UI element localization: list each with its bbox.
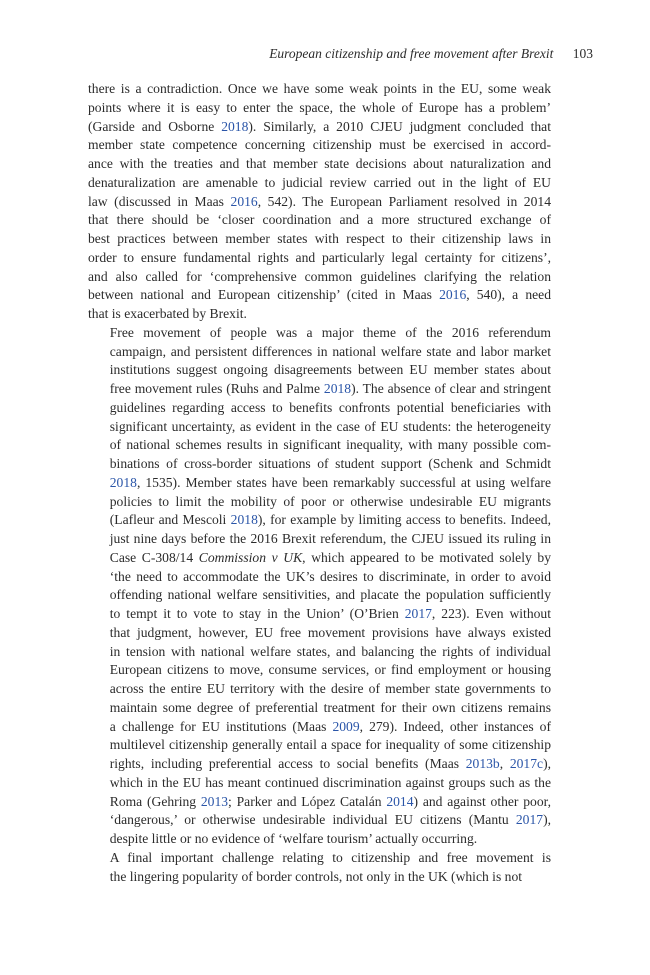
- text-line: [88, 643, 551, 662]
- text-run: , 542). The European Parliament resolved in 2014: [257, 193, 551, 209]
- text-line: [88, 399, 551, 418]
- text-run: ). The absence of clear and stringent: [351, 381, 551, 396]
- text-line: [88, 586, 551, 605]
- text-line: [88, 830, 551, 849]
- text-run: institutions suggest ongoing disagreements between EU member states about: [109, 362, 551, 378]
- text-line: [88, 793, 551, 812]
- text-line: [88, 661, 551, 680]
- text-run: ),: [543, 812, 551, 828]
- citation-link[interactable]: 2018: [109, 474, 137, 490]
- text-line: [88, 193, 551, 212]
- text-run: just nine days before the 2016 Brexit referendum, the CJEU issued its ruling in: [109, 531, 551, 546]
- text-run: that there should be ‘closer coordination and a more structured exchange of: [88, 212, 551, 228]
- text-run: and also called for ‘comprehensive common guidelines clarifying the relation: [88, 268, 551, 284]
- text-run: multilevel citizenship generally entail a space for inequality of some citizenship: [109, 737, 551, 753]
- text-line: [88, 80, 551, 99]
- text-run: in tension with national welfare states, and balancing the rights of individual: [109, 643, 551, 659]
- citation-link[interactable]: 2016: [230, 193, 258, 209]
- text-run: ‘dangerous,’ or otherwise undesirable individual EU citizens (Mantu: [109, 812, 516, 828]
- text-run: that is exacerbated by Brexit.: [88, 306, 247, 321]
- paragraph: [88, 849, 551, 887]
- text-line: [88, 849, 551, 868]
- text-run: despite little or no evidence of ‘welfare tourism’ actually occurring.: [109, 831, 478, 846]
- text-run: ‘the need to accommodate the UK’s desires to discriminate, in order to avoid: [109, 568, 551, 584]
- text-run: maintain some degree of preferential treatment for their own citizens remains: [109, 699, 551, 715]
- text-line: [88, 418, 551, 437]
- text-line: [88, 249, 551, 268]
- text-line: [88, 136, 551, 155]
- citation-link[interactable]: 2018: [230, 512, 258, 528]
- text-line: [88, 774, 551, 793]
- citation-link[interactable]: 2009: [332, 718, 360, 734]
- text-line: [88, 736, 551, 755]
- text-run: , 279). Indeed, other instances of: [359, 718, 551, 734]
- citation-link[interactable]: 2018: [221, 118, 249, 134]
- text-run: A final important challenge relating to citizenship and free movement is: [109, 849, 551, 865]
- text-run: ), for example by limiting access to benefits. Indeed,: [257, 512, 551, 528]
- text-line: [88, 361, 551, 380]
- citation-link[interactable]: 2016: [439, 287, 467, 303]
- text-line: [88, 174, 551, 193]
- text-line: [88, 436, 551, 455]
- text-line: [88, 680, 551, 699]
- text-run: between national and European citizenship’ (cited in Maas: [88, 287, 440, 303]
- text-run: order to ensure fundamental rights and particularly legal certainty for citizens’,: [88, 249, 551, 265]
- text-run: the lingering popularity of border controls, not only in the UK (which is not: [109, 868, 523, 884]
- text-run: campaign, and persistent differences in national welfare state and labor market: [109, 343, 551, 359]
- text-line: [88, 230, 551, 249]
- text-line: [88, 455, 551, 474]
- text-run: to tempt it to vote to stay in the Union’ (O’Brien: [109, 606, 405, 621]
- text-line: [88, 474, 551, 493]
- citation-link[interactable]: 2013b: [465, 756, 500, 771]
- text-line: [88, 718, 551, 737]
- text-run: offending national welfare sensitivities, and placate the population sufficiently: [109, 587, 551, 603]
- text-line: [88, 99, 551, 118]
- text-line: [88, 286, 551, 305]
- text-line: [88, 118, 551, 137]
- text-run: European citizens to move, consume services, or find employment or housing: [109, 662, 551, 678]
- text-line: [88, 268, 551, 287]
- text-run: ) and against other poor,: [413, 793, 551, 809]
- text-line: [88, 868, 551, 887]
- paragraph: [88, 80, 551, 324]
- text-line: [88, 211, 551, 230]
- text-line: [88, 530, 551, 549]
- text-run: rights, including preferential access to social benefits (Maas: [109, 756, 466, 771]
- text-line: [88, 155, 551, 174]
- text-line: [88, 380, 551, 399]
- text-run: Free movement of people was a major theme of the 2016 referendum: [109, 324, 551, 340]
- text-run: of national schemes results in significant inequality, with many possible com-: [109, 437, 551, 453]
- text-line: [88, 568, 551, 587]
- text-run: ance with the treaties and that member state decisions about naturalization and: [88, 156, 551, 171]
- text-line: [88, 624, 551, 643]
- text-run: across the entire EU territory with the desire of member state governments to: [109, 681, 551, 696]
- citation-link[interactable]: 2017: [515, 812, 544, 828]
- text-run: ,: [499, 756, 510, 771]
- text-run: ; Parker and López Catalán: [228, 793, 387, 809]
- text-run: there is a contradiction. Once we have some weak points in the EU, some weak: [88, 81, 551, 96]
- running-header: [269, 45, 593, 63]
- text-run: a challenge for EU institutions (Maas: [109, 718, 333, 734]
- text-run: ),: [543, 756, 551, 771]
- citation-link[interactable]: 2014: [386, 793, 414, 809]
- text-run: that judgment, however, EU free movement provisions have always existed: [109, 624, 551, 640]
- text-run: guidelines regarding access to benefits confronts potential beneficiaries with: [109, 399, 551, 415]
- text-line: [88, 605, 551, 624]
- citation-link[interactable]: 2018: [323, 381, 352, 396]
- text-line: [88, 493, 551, 512]
- case-name: Commission v UK: [198, 549, 303, 565]
- text-run: which in the EU has meant continued discrimination against groups such as the: [109, 774, 551, 790]
- text-line: [88, 755, 551, 774]
- text-run: denaturalization are amenable to judicial review carried out in the light of EU: [88, 174, 551, 190]
- text-run: ). Similarly, a 2010 CJEU judgment concluded that: [248, 118, 551, 134]
- text-run: (Lafleur and Mescoli: [109, 512, 231, 528]
- text-run: , 1535). Member states have been remarkably successful at using welfare: [136, 474, 551, 490]
- paragraph: [88, 324, 551, 849]
- text-run: law (discussed in Maas: [88, 193, 231, 209]
- text-run: , which appeared to be motivated solely by: [302, 549, 552, 565]
- text-run: member state competence concerning citizenship must be exercised in accord-: [88, 137, 551, 153]
- text-line: [88, 324, 551, 343]
- text-line: [88, 511, 551, 530]
- running-title: European citizenship and free movement after Brexit: [269, 46, 554, 61]
- citation-link[interactable]: 2017: [404, 606, 432, 621]
- citation-link[interactable]: 2013: [200, 793, 229, 809]
- text-line: [88, 305, 551, 324]
- text-run: Roma (Gehring: [109, 793, 201, 809]
- text-run: free movement rules (Ruhs and Palme: [109, 381, 324, 396]
- text-run: Case C-308/14: [109, 549, 199, 565]
- body-text: [88, 80, 551, 886]
- page-number: 103: [572, 46, 593, 61]
- citation-link[interactable]: 2017c: [509, 756, 544, 771]
- text-run: , 540), a need: [466, 287, 551, 303]
- text-run: best practices between member states with respect to their citizenship laws in: [88, 231, 551, 246]
- text-run: significant uncertainty, as evident in the case of EU students: the heterogeneity: [109, 418, 551, 434]
- text-line: [88, 811, 551, 830]
- text-line: [88, 699, 551, 718]
- text-line: [88, 549, 551, 568]
- text-run: , 223). Even without: [431, 606, 551, 621]
- text-run: points where it is easy to enter the space, the whole of Europe has a problem’: [88, 99, 551, 115]
- text-run: binations of cross-border situations of student support (Schenk and Schmidt: [109, 456, 551, 471]
- text-run: (Garside and Osborne: [88, 118, 222, 134]
- text-run: policies to limit the mobility of poor or otherwise undesirable EU migrants: [109, 493, 551, 509]
- text-line: [88, 343, 551, 362]
